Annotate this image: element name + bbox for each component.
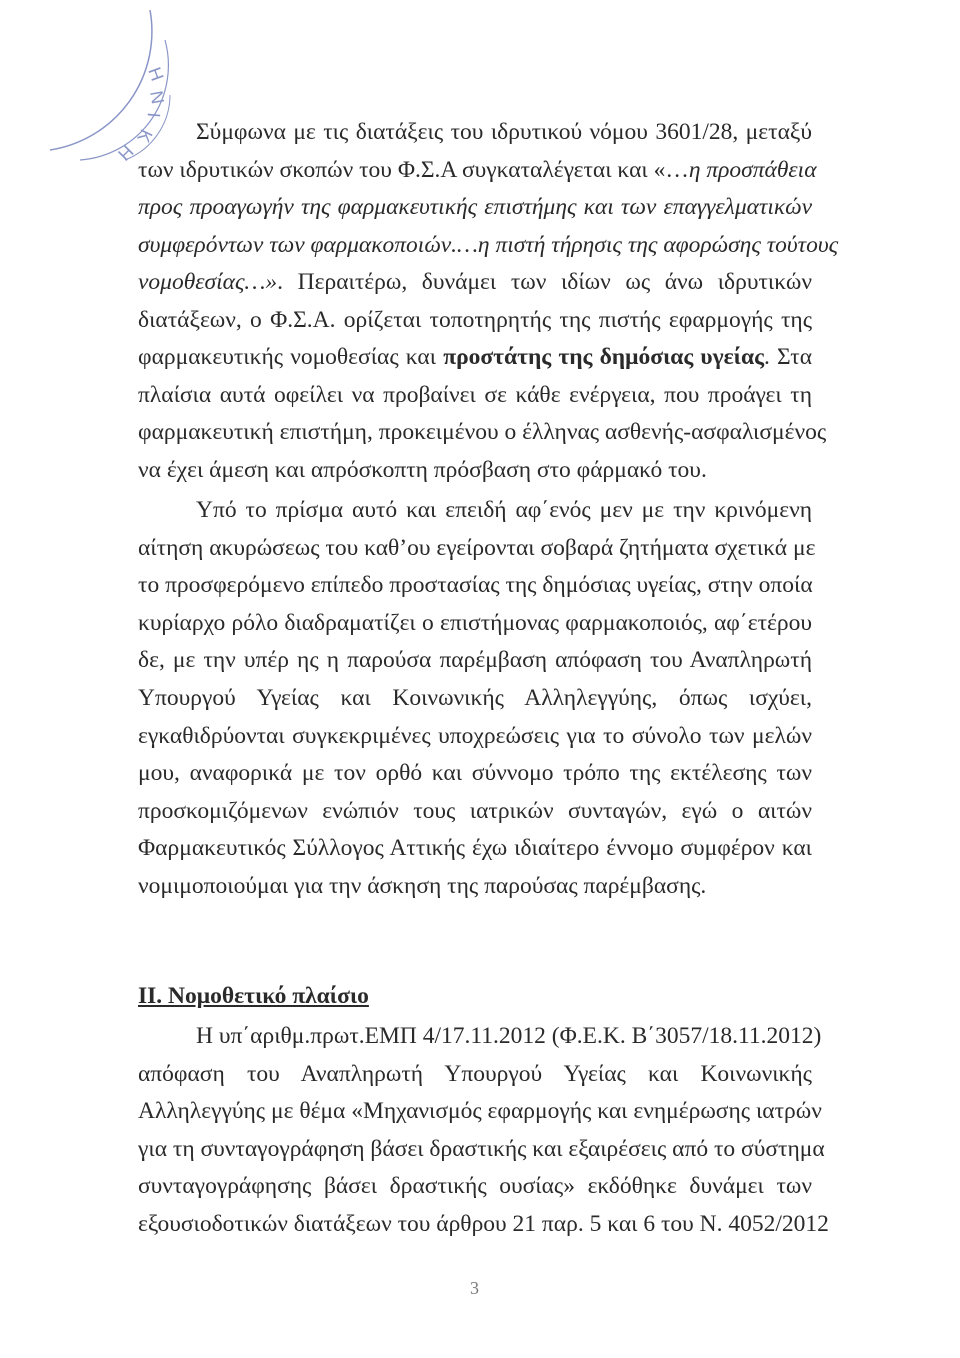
- stamp-seal: [30, 0, 190, 170]
- paragraph-3-line-3: Αλληλεγγύης με θέμα «Μηχανισμός εφαρμογής και ενημέρωσης ιατρών: [138, 1098, 822, 1124]
- paragraph-2-line-9: προσκομιζόμενων ενώπιόν τους ιατρικών συνταγών, εγώ ο αιτών: [138, 798, 812, 824]
- italic-quote: προς προαγωγήν της φαρμακευτικής επιστήμης και των επαγγελματικών: [138, 194, 812, 220]
- paragraph-3-line-4: για τη συνταγογράφηση βάσει δραστικής και εξαιρέσεις από το σύστημα: [138, 1136, 825, 1162]
- paragraph-2-line-3: το προσφερόμενο επίπεδο προστασίας της δημόσιας υγείας, στην οποία: [138, 572, 813, 598]
- svg-text:Ν: Ν: [146, 89, 169, 106]
- page-number: 3: [470, 1278, 479, 1298]
- svg-text:Η: Η: [144, 64, 168, 84]
- text-run: . Περαιτέρω, δυνάμει των ιδίων ως άνω ιδρυτικών: [277, 269, 812, 295]
- bold-emphasis: προστάτης της δημόσιας υγείας: [443, 344, 764, 370]
- paragraph-3-line-5: συνταγογράφησης βάσει δραστικής ουσίας» εκδόθηκε δυνάμει των: [138, 1173, 812, 1199]
- text-run: φαρμακευτικής νομοθεσίας και: [138, 344, 444, 370]
- paragraph-2-line-10: Φαρμακευτικός Σύλλογος Αττικής έχω ιδιαίτερο έννομο συμφέρον και: [138, 835, 812, 861]
- paragraph-1-line-4: [138, 231, 839, 259]
- svg-text:Ι: Ι: [143, 111, 164, 119]
- paragraph-2-line-1: Υπό το πρίσμα αυτό και επειδή αφ΄ενός μεν με την κρινόμενη: [196, 497, 812, 523]
- paragraph-1-line-3: [138, 193, 812, 221]
- italic-quote: νομοθεσίας…»: [138, 269, 278, 295]
- italic-quote: συμφερόντων των φαρμακοποιών.…η πιστή τήρησις της αφορώσης τούτους: [138, 232, 839, 258]
- paragraph-1-line-7: [138, 343, 812, 371]
- paragraph-2-line-4: κυρίαρχο ρόλο διαδραματίζει ο επιστήμονας φαρμακοποιός, αφ΄ετέρου: [138, 610, 812, 636]
- section-heading: ΙΙ. Νομοθετικό πλαίσιο: [138, 983, 369, 1009]
- paragraph-1-line-1: Σύμφωνα με τις διατάξεις του ιδρυτικού νόμου 3601/28, μεταξύ: [196, 119, 812, 145]
- paragraph-2-line-7: εγκαθιδρύονται συγκεκριμένες υποχρεώσεις για το σύνολο των μελών: [138, 723, 812, 749]
- text-run: των ιδρυτικών σκοπών του Φ.Σ.Α συγκαταλέγεται και «…: [138, 157, 689, 183]
- svg-text:Η: Η: [113, 141, 138, 165]
- paragraph-1-line-8: πλαίσια αυτά οφείλει να προβαίνει σε κάθε ενέργεια, που προάγει τη: [138, 382, 812, 408]
- paragraph-3-line-1: Η υπ΄αριθμ.πρωτ.ΕΜΠ 4/17.11.2012 (Φ.Ε.Κ. Β΄3057/18.11.2012): [196, 1023, 822, 1049]
- paragraph-2-line-6: Υπουργού Υγείας και Κοινωνικής Αλληλεγγύης, όπως ισχύει,: [138, 685, 812, 711]
- italic-quote: η προσπάθεια: [688, 157, 817, 183]
- paragraph-1-line-6: διατάξεων, ο Φ.Σ.Α. ορίζεται τοποτηρητής της πιστής εφαρμογής της: [138, 307, 812, 333]
- paragraph-1-line-9: φαρμακευτική επιστήμη, προκειμένου ο έλληνας ασθενής-ασφαλισμένος: [138, 419, 827, 445]
- paragraph-2-line-11: νομιμοποιούμαι για την άσκηση της παρούσας παρέμβασης.: [138, 873, 707, 899]
- paragraph-1-line-5: [138, 268, 812, 296]
- paragraph-1-line-10: να έχει άμεση και απρόσκοπτη πρόσβαση στο φάρμακό του.: [138, 457, 707, 483]
- svg-text:Κ: Κ: [133, 126, 157, 146]
- paragraph-3-line-2: απόφαση του Αναπληρωτή Υπουργού Υγείας και Κοινωνικής: [138, 1061, 812, 1087]
- paragraph-3-line-6: εξουσιοδοτικών διατάξεων του άρθρου 21 παρ. 5 και 6 του Ν. 4052/2012: [138, 1211, 829, 1237]
- paragraph-2-line-2: αίτηση ακυρώσεως του καθ’ου εγείρονται σοβαρά ζητήματα σχετικά με: [138, 535, 816, 561]
- paragraph-2-line-8: μου, αναφορικά με τον ορθό και σύννομο τρόπο της εκτέλεσης των: [138, 760, 812, 786]
- text-run: . Στα: [763, 344, 813, 370]
- paragraph-2-line-5: δε, με την υπέρ ης η παρούσα παρέμβαση απόφαση του Αναπληρωτή: [138, 647, 812, 673]
- paragraph-1-line-2: [138, 156, 817, 184]
